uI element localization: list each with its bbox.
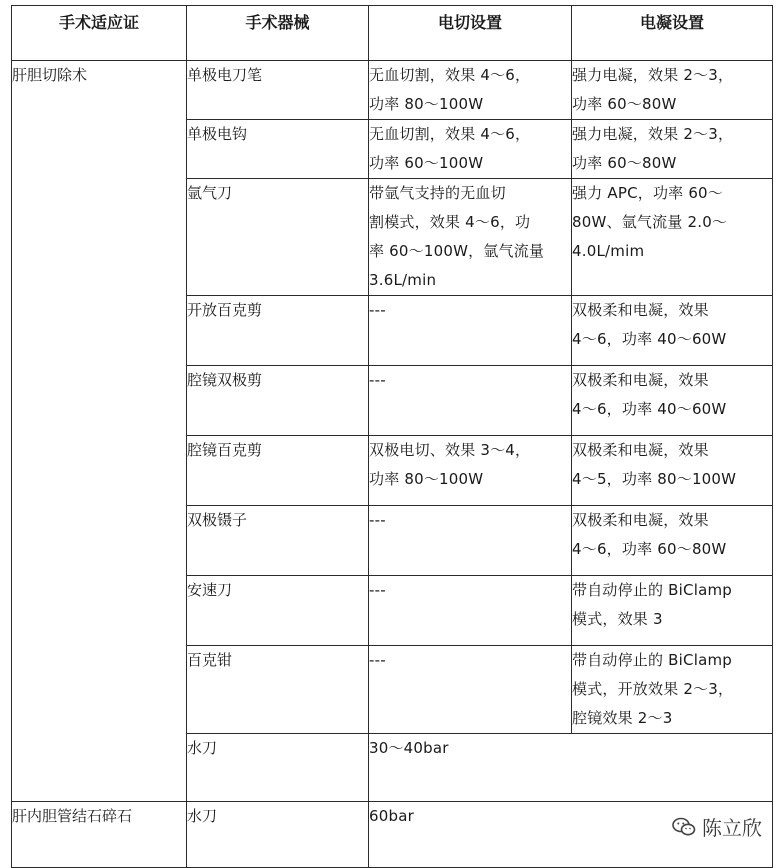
coag-cell: 强力 APC，功率 60～ 80W、氩气流量 2.0～ 4.0L/mim [572, 179, 773, 296]
table-row [12, 802, 773, 868]
coag-cell: 强力电凝，效果 2～3， 功率 60～80W [572, 61, 773, 120]
cut-cell: --- [369, 576, 572, 646]
cut-cell: 60bar [369, 802, 773, 868]
coag-cell: 双极柔和电凝，效果 4～6，功率 40～60W [572, 366, 773, 436]
instrument-cell: 安速刀 [187, 576, 369, 646]
cut-cell: 30～40bar [369, 734, 773, 802]
instrument-cell: 氩气刀 [187, 179, 369, 296]
coag-cell: 带自动停止的 BiClamp 模式，开放效果 2～3， 腔镜效果 2～3 [572, 646, 773, 734]
cut-cell: --- [369, 366, 572, 436]
watermark [672, 812, 762, 841]
instrument-cell: 单极电钩 [187, 120, 369, 179]
instrument-cell: 腔镜百克剪 [187, 436, 369, 506]
header-row [12, 6, 773, 61]
header-coag-settings: 电凝设置 [572, 6, 773, 61]
instrument-cell: 单极电刀笔 [187, 61, 369, 120]
table-row [12, 61, 773, 120]
cut-cell: 无血切割，效果 4～6， 功率 80～100W [369, 61, 572, 120]
coag-cell: 双极柔和电凝，效果 4～6，功率 40～60W [572, 296, 773, 366]
cut-cell: 双极电切、效果 3～4， 功率 80～100W [369, 436, 572, 506]
watermark-text: 陈立欣 [702, 816, 762, 840]
coag-cell: 双极柔和电凝，效果 4～5，功率 80～100W [572, 436, 773, 506]
instrument-cell: 水刀 [187, 802, 369, 868]
instrument-cell: 百克钳 [187, 646, 369, 734]
cut-cell: --- [369, 506, 572, 576]
indication-cell: 肝胆切除术 [12, 61, 187, 802]
instrument-cell: 水刀 [187, 734, 369, 802]
coag-cell: 强力电凝，效果 2～3， 功率 60～80W [572, 120, 773, 179]
header-indication: 手术适应证 [12, 6, 187, 61]
settings-table [11, 5, 773, 868]
instrument-cell: 双极镊子 [187, 506, 369, 576]
cut-cell: 带氩气支持的无血切 割模式，效果 4～6，功 率 60～100W，氩气流量 3.6L/min [369, 179, 572, 296]
cut-cell: --- [369, 646, 572, 734]
instrument-cell: 腔镜双极剪 [187, 366, 369, 436]
header-instrument: 手术器械 [187, 6, 369, 61]
header-cut-settings: 电切设置 [369, 6, 572, 61]
indication-cell: 肝内胆管结石碎石 [12, 802, 187, 868]
wechat-logo-icon [672, 817, 696, 837]
cut-cell: --- [369, 296, 572, 366]
coag-cell: 双极柔和电凝，效果 4～6，功率 60～80W [572, 506, 773, 576]
coag-cell: 带自动停止的 BiClamp 模式，效果 3 [572, 576, 773, 646]
instrument-cell: 开放百克剪 [187, 296, 369, 366]
cut-cell: 无血切割，效果 4～6， 功率 60～100W [369, 120, 572, 179]
